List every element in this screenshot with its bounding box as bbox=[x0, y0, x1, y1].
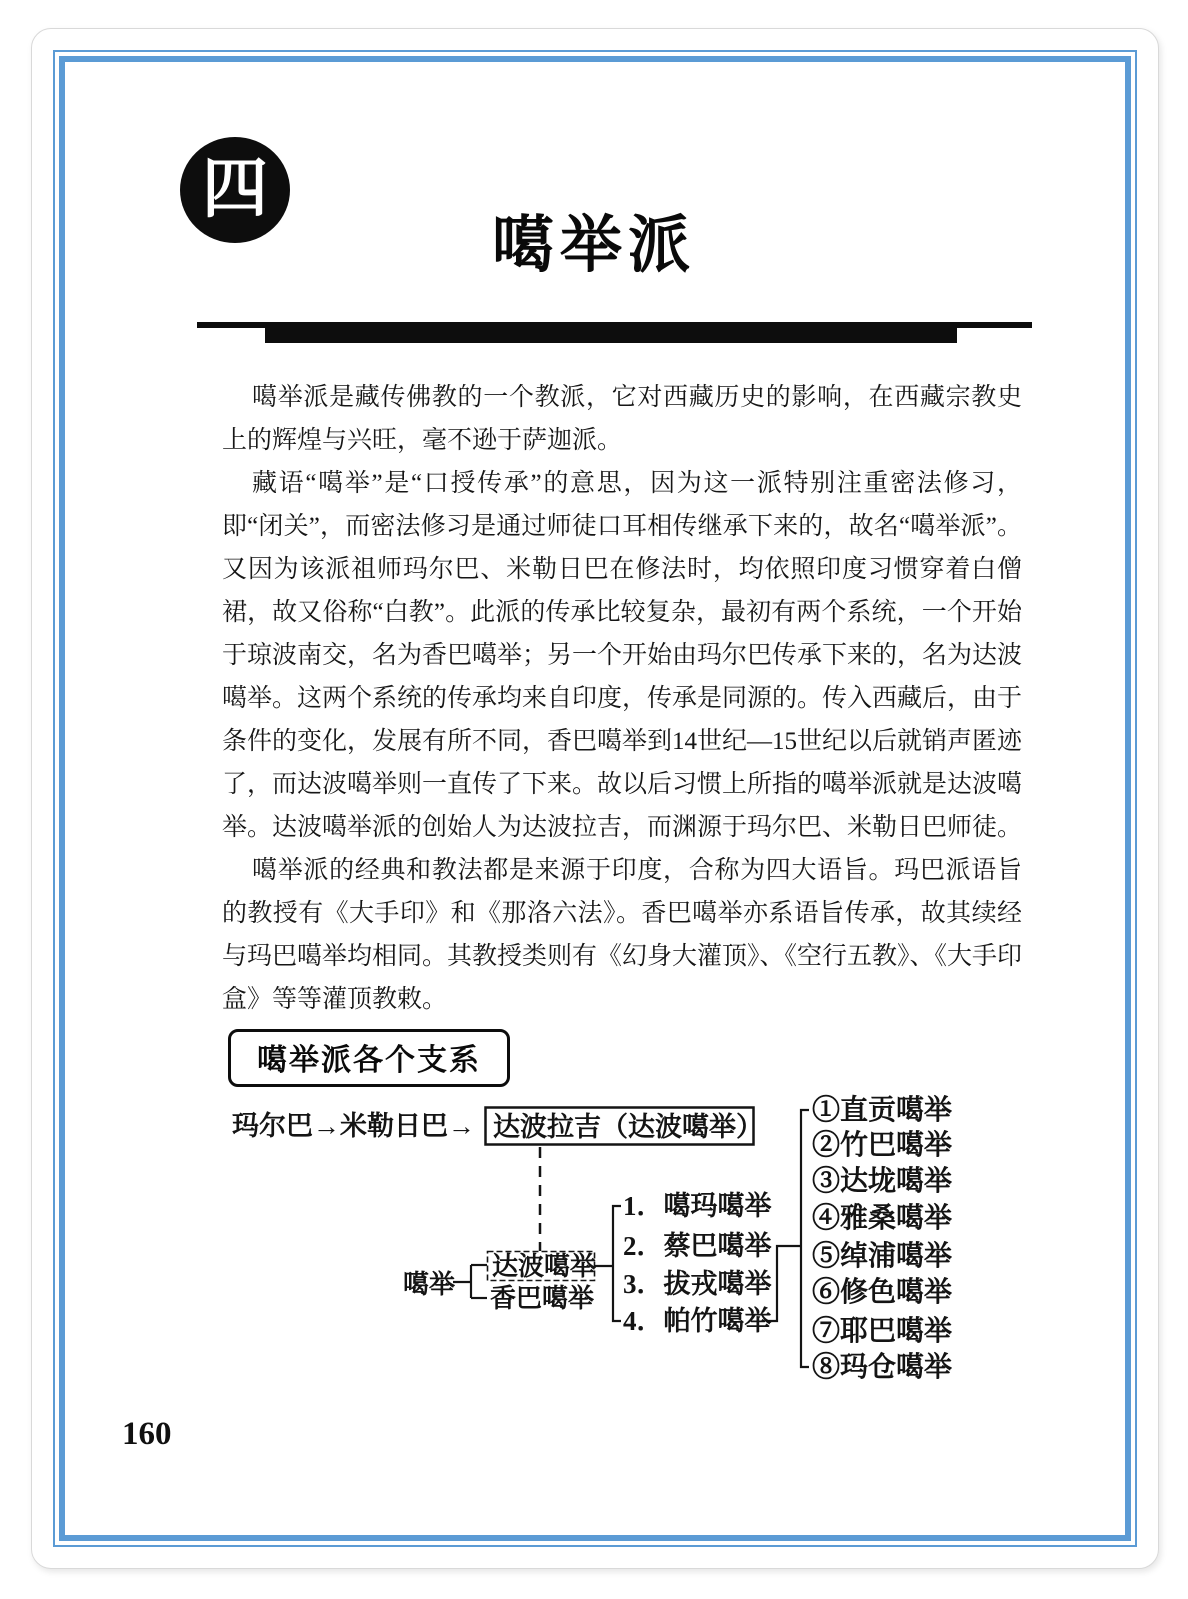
section-heading: 噶举派各个支系 bbox=[257, 1044, 481, 1077]
pazhu-connector bbox=[767, 1246, 801, 1321]
pazhu-school-3: ③达垅噶举 bbox=[812, 1166, 953, 1197]
paragraph-2: 藏语“噶举”是“口授传承”的意思，因为这一派特别注重密法修习，即“闭关”，而密法修习是通过师徒口耳相传继承下来的，故名“噶举派”。又因为该派祖师玛尔巴、米勒日巴在修法时，均依照印度习惯穿着白僧裙，故又俗称“白教”。此派的传承比较复杂，最初有两个系统，一个开始于琼波南交，名为香巴噶举；另一个开始由玛尔巴传承下来的，名为达波噶举。这两个系统的传承均来自印度，传承是同源的。传入西藏后，由于条件的变化，发展有所不同，香巴噶举到14世纪—15世纪以后就销声匿迹了，而达波噶举则一直传了下来。故以后习惯上所指的噶举派就是达波噶举。达波噶举派的创始人为达波拉吉，而渊源于玛尔巴、米勒日巴师徒。 bbox=[222, 470, 1023, 841]
paragraph-3: 噶举派的经典和教法都是来源于印度，合称为四大语旨。玛巴派语旨的教授有《大手印》和《那洛六法》。香巴噶举亦系语旨传承，故其续经与玛巴噶举均相同。其教授类则有《幻身大灌顶》、《空行五教》、《大手印盒》等等灌顶教敕。 bbox=[222, 857, 1023, 1013]
pazhu-school-4: ④雅桑噶举 bbox=[812, 1203, 953, 1234]
sub-school-2: 2．蔡巴噶举 bbox=[623, 1231, 772, 1261]
pazhu-school-6: ⑥修色噶举 bbox=[812, 1277, 953, 1308]
lineage-diagram bbox=[195, 1075, 955, 1405]
root-label: 噶举 bbox=[403, 1270, 456, 1299]
page-title: 噶举派 bbox=[491, 211, 696, 280]
title-rule-thick bbox=[265, 328, 957, 343]
pazhu-school-7: ⑦耶巴噶举 bbox=[812, 1316, 953, 1347]
chapter-number: 四 bbox=[202, 153, 268, 226]
paragraph-1: 噶举派是藏传佛教的一个教派，它对西藏历史的影响，在西藏宗教史上的辉煌与兴旺，毫不逊于萨迦派。 bbox=[222, 384, 1022, 454]
pazhu-school-1: ①直贡噶举 bbox=[812, 1095, 953, 1126]
lineage-boxed: 达波拉吉（达波噶举） bbox=[493, 1112, 763, 1142]
sub-bracket bbox=[613, 1206, 621, 1321]
sub-school-1: 1．噶玛噶举 bbox=[623, 1191, 772, 1221]
pazhu-school-2: ②竹巴噶举 bbox=[812, 1130, 953, 1161]
body-text bbox=[222, 376, 1022, 1021]
lineage-prefix: 玛尔巴→米勒日巴→ bbox=[232, 1111, 475, 1141]
sub-school-3: 3．拔戎噶举 bbox=[623, 1269, 772, 1299]
page-number: 160 bbox=[122, 1416, 172, 1452]
pazhu-school-5: ⑤绰浦噶举 bbox=[812, 1241, 953, 1272]
branch-dapo: 达波噶举 bbox=[492, 1252, 597, 1281]
eight-bracket bbox=[801, 1110, 809, 1367]
sub-school-4: 4．帕竹噶举 bbox=[623, 1306, 772, 1336]
pazhu-school-8: ⑧玛仓噶举 bbox=[812, 1352, 953, 1383]
branch-xiangba: 香巴噶举 bbox=[490, 1284, 595, 1313]
